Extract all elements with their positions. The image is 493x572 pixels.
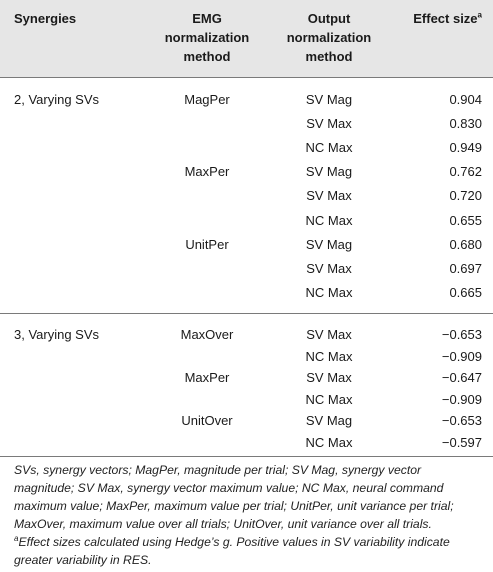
output-method-cell: SV Max [306, 370, 352, 385]
emg-method-cell: MaxPer [184, 164, 230, 180]
effect-size-cell: 0.904 [449, 92, 482, 107]
output-method-cell: NC Max [305, 140, 353, 156]
effect-size-cell: 0.655 [449, 212, 482, 228]
header-synergies: Synergies [14, 11, 77, 26]
output-method-cell: NC Max [305, 348, 353, 364]
output-method-cell: SV Mag [305, 236, 353, 252]
footnote-a: $^a$Effect sizes calculated using Hedge’s g. Positive values in SV variability indicate greater variability in RES. [14, 533, 450, 567]
effect-size-cell: −0.653 [441, 327, 482, 342]
output-method-cell: NC Max [305, 284, 353, 300]
output-method-cell: SV Mag [305, 164, 353, 180]
header-output-normalization-method: Output normalization method [286, 11, 372, 64]
output-method-cell: SV Max [306, 116, 352, 132]
table-bottom-divider [0, 456, 493, 457]
effect-size-cell: −0.597 [441, 434, 482, 450]
output-method-cell: NC Max [305, 434, 353, 450]
output-method-cell: SV Max [306, 188, 352, 204]
header-emg-normalization-method: EMG normalization method [164, 11, 250, 64]
effect-size-cell: −0.909 [441, 348, 482, 364]
emg-method-cell: MagPer [184, 92, 230, 107]
output-method-cell: NC Max [305, 212, 353, 228]
output-method-cell: SV Mag [305, 92, 353, 107]
emg-method-cell: UnitPer [185, 236, 229, 252]
effect-size-cell: 0.762 [449, 164, 482, 180]
emg-method-cell: MaxOver [180, 327, 234, 342]
output-method-cell: SV Mag [305, 413, 353, 428]
output-method-cell: SV Max [306, 327, 352, 342]
effect-size-cell: 0.830 [449, 116, 482, 132]
output-method-cell: SV Max [306, 260, 352, 276]
emg-method-cell: UnitOver [181, 413, 233, 428]
effect-size-cell: 0.720 [449, 188, 482, 204]
synergies-label: 3, Varying SVs [14, 327, 100, 342]
effect-size-cell: 0.697 [449, 260, 482, 276]
effect-size-cell: 0.665 [449, 284, 482, 300]
effect-size-cell: −0.647 [441, 370, 482, 385]
group-divider [0, 313, 493, 314]
header-effect-size: Effect size$^a$ [413, 10, 482, 26]
effect-size-cell: 0.949 [449, 140, 482, 156]
synergies-label: 2, Varying SVs [14, 92, 100, 107]
effect-size-cell: −0.909 [441, 391, 482, 407]
footnote-abbreviations: SVs, synergy vectors; MagPer, magnitude per trial; SV Mag, synergy vector magnitude; SV Max, synergy vector maximum value; NC Max, neural command maximum value; MaxPer, maximum value per trial; UnitPer, unit variance per trial; MaxOver, maximum value over all trials; UnitOver, unit variance over all trials. [14, 463, 454, 531]
output-method-cell: NC Max [305, 391, 353, 407]
effect-size-cell: 0.680 [449, 236, 482, 252]
effect-size-cell: −0.653 [441, 413, 482, 428]
header-divider [0, 77, 493, 78]
table-header [0, 0, 493, 77]
emg-method-cell: MaxPer [184, 370, 230, 385]
